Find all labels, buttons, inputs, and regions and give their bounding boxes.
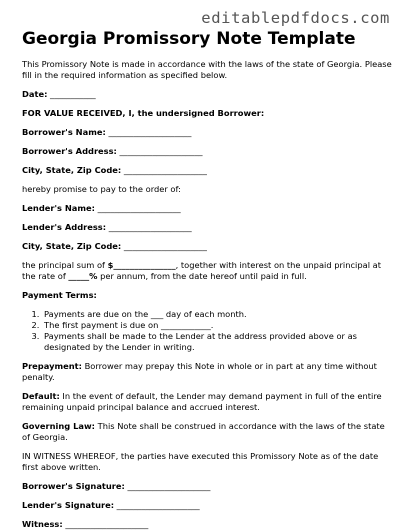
governing-law-text: This Note shall be construed in accordance with the laws of the state of Georgia.: [22, 421, 385, 442]
default-text: In the event of default, the Lender may demand payment in full of the entire remaining unpaid principal balance and accrued interest.: [22, 391, 382, 412]
principal-mid-text: , together with interest on the unpaid principal at the rate of: [22, 260, 381, 281]
default-label: Default:: [22, 391, 60, 401]
date-field[interactable]: ___________: [50, 89, 96, 99]
borrower-signature-label: Borrower's Signature:: [22, 481, 125, 491]
witness-whereof-paragraph: IN WITNESS WHEREOF, the parties have executed this Promissory Note as of the date first above written.: [22, 451, 379, 472]
borrower-name-label: Borrower's Name:: [22, 127, 106, 137]
date-label: Date:: [22, 89, 48, 99]
promise-text: hereby promise to pay to the order of:: [22, 184, 181, 194]
borrower-city-field[interactable]: ____________________: [123, 165, 207, 175]
lender-city-field[interactable]: ____________________: [123, 241, 207, 251]
watermark: editablepdfdocs.com: [201, 9, 390, 27]
borrower-name-line: [22, 127, 394, 138]
default-paragraph: [22, 391, 394, 413]
payment-terms-heading: Payment Terms:: [22, 290, 97, 300]
lender-signature-label: Lender's Signature:: [22, 500, 115, 510]
borrower-signature-field[interactable]: ____________________: [127, 481, 211, 491]
date-line: [22, 89, 394, 100]
lender-name-line: [22, 203, 394, 214]
principal-post-text: per annum, from the date hereof until paid in full.: [97, 271, 307, 281]
governing-law-label: Governing Law:: [22, 421, 95, 431]
document-body: [22, 29, 394, 530]
prepayment-label: Prepayment:: [22, 361, 82, 371]
list-item: 3. Payments shall be made to the Lender at the address provided above or as designated by the Lender in writing.: [42, 331, 394, 353]
witness-line: [22, 519, 394, 530]
lender-signature-line: [22, 500, 394, 511]
lender-city-line: [22, 241, 394, 252]
witness-label: Witness:: [22, 519, 63, 529]
borrower-city-line: [22, 165, 394, 176]
witness-field[interactable]: ____________________: [65, 519, 149, 529]
prepayment-text: Borrower may prepay this Note in whole or in part at any time without penalty.: [22, 361, 377, 382]
interest-rate-field[interactable]: _____%: [68, 271, 98, 281]
document-title: Georgia Promissory Note Template: [22, 29, 356, 49]
principal-pre-text: the principal sum of: [22, 260, 108, 270]
lender-name-label: Lender's Name:: [22, 203, 95, 213]
borrower-address-line: [22, 146, 394, 157]
governing-law-paragraph: [22, 421, 394, 443]
lender-name-field[interactable]: ____________________: [97, 203, 181, 213]
principal-amount-field[interactable]: $_______________: [107, 260, 176, 270]
lender-city-label: City, State, Zip Code:: [22, 241, 122, 251]
lender-address-field[interactable]: ____________________: [108, 222, 192, 232]
list-item: 1. Payments are due on the ___ day of each month.: [42, 309, 394, 320]
borrower-city-label: City, State, Zip Code:: [22, 165, 122, 175]
borrower-address-label: Borrower's Address:: [22, 146, 117, 156]
lender-address-line: [22, 222, 394, 233]
payment-terms-list: [22, 309, 394, 353]
principal-paragraph: [22, 260, 394, 282]
intro-paragraph: This Promissory Note is made in accordance with the laws of the state of Georgia. Please fill in the required information as specified below.: [22, 59, 392, 80]
lender-address-label: Lender's Address:: [22, 222, 107, 232]
list-item: 2. The first payment is due on ____________.: [42, 320, 394, 331]
lender-signature-field[interactable]: ____________________: [116, 500, 200, 510]
prepayment-paragraph: [22, 361, 394, 383]
borrower-address-field[interactable]: ____________________: [119, 146, 203, 156]
borrower-name-field[interactable]: ____________________: [108, 127, 192, 137]
value-received-heading: FOR VALUE RECEIVED, I, the undersigned Borrower:: [22, 108, 265, 118]
borrower-signature-line: [22, 481, 394, 492]
